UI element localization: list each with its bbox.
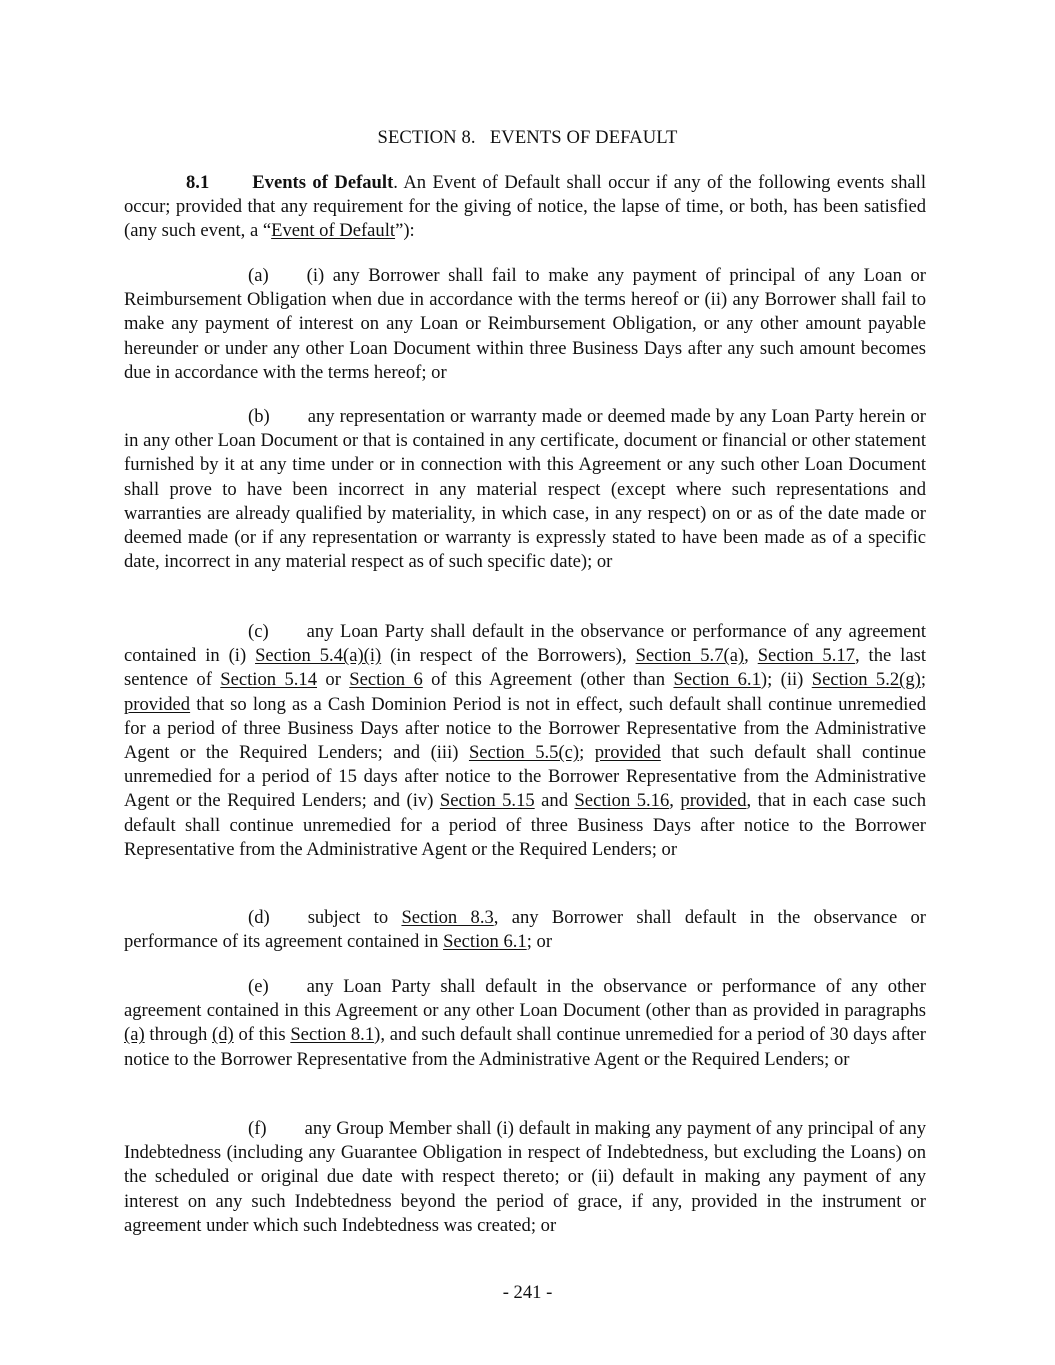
clause-b-label: (b)	[248, 406, 270, 427]
ref-section-8-1[interactable]: Section 8.1	[290, 1024, 375, 1046]
clause-c-text: ;	[579, 742, 595, 764]
ref-section-5-15[interactable]: Section 5.15	[439, 790, 535, 812]
clause-e-text: any Loan Party shall default in the observance or performance of any other agreement contained in this Agreement or any other Loan Document (other than as provided in paragraphs	[124, 976, 926, 1022]
clause-d-text: subject to	[307, 907, 402, 928]
ref-section-5-2-g[interactable]: Section 5.2(g)	[811, 669, 921, 691]
defined-term-link[interactable]: Event of Default	[271, 220, 396, 242]
ref-section-5-7-a[interactable]: Section 5.7(a)	[635, 645, 745, 667]
page-number: - 241 -	[502, 1282, 553, 1303]
clause-c-text: (in respect of the Borrowers),	[381, 645, 636, 667]
ref-section-5-16[interactable]: Section 5.16	[574, 790, 670, 812]
clause-c-paragraph	[124, 620, 926, 862]
clause-e-text: ), and such default shall continue unremedied for a period of 30 days after notice to the Borrower Representative from the Administrative Agent or the Required Lenders; or	[124, 1024, 926, 1070]
clause-c-text: ,	[669, 790, 681, 812]
clause-c-text: and	[534, 790, 575, 812]
ref-paragraph-a[interactable]: (a)	[124, 1024, 145, 1046]
ref-section-6-1[interactable]: Section 6.1	[443, 931, 527, 953]
section-8-1-paragraph	[124, 171, 926, 244]
clause-d-text: , any Borrower shall default in the observance or performance of its agreement contained in	[124, 907, 926, 953]
clause-e-text: through	[144, 1024, 213, 1046]
clause-e-paragraph	[124, 975, 926, 1072]
clause-c-text: ,	[744, 645, 758, 667]
clause-f-label: (f)	[248, 1118, 267, 1139]
clause-a-label: (a)	[248, 265, 269, 286]
ref-section-8-3[interactable]: Section 8.3	[401, 907, 494, 928]
clause-c-text: , the last sentence of	[124, 645, 926, 691]
clause-e-label: (e)	[248, 976, 269, 997]
section-number: 8.1	[186, 172, 210, 193]
ref-section-6[interactable]: Section 6	[349, 669, 423, 691]
ref-section-6-1[interactable]: Section 6.1	[673, 669, 761, 691]
clause-c-text: ); (ii)	[760, 669, 812, 691]
ref-section-5-17[interactable]: Section 5.17	[757, 645, 855, 667]
section-intro-end: ”):	[395, 220, 415, 242]
clause-e-text: of this	[233, 1024, 291, 1046]
ref-paragraph-d[interactable]: (d)	[212, 1024, 234, 1046]
clause-b-paragraph	[124, 405, 926, 574]
provided-term: provided	[594, 742, 661, 764]
clause-c-label: (c)	[248, 621, 269, 642]
clause-b-text: any representation or warranty made or deemed made by any Loan Party herein or in any other Loan Document or that is contained in any certificate, document or financial or other statement furnished by it at any time under or in connection with this Agreement or any such other Loan Document shall prove to have been incorrect in any material respect (except where such representations and warranties are already qualified by materiality, in which case, in any respect) on or as of the date made or deemed made (or if any representation or warranty is expressly stated to have been made as of a specific date, incorrect in any material respect as of such specific date); or	[124, 406, 926, 573]
section-intro: . An Event of Default shall occur if any of the following events shall occur; provided that any requirement for the giving of notice, the lapse of time, or both, has been satisfied (any such event, a “	[124, 172, 926, 242]
provided-term: provided	[680, 790, 747, 812]
clause-f-text: any Group Member shall (i) default in making any payment of any principal of any Indebtedness (including any Guarantee Obligation in respect of Indebtedness, but excluding the Loans) on the scheduled or original due date with respect thereto; or (ii) default in making any payment of any interest on any such Indebtedness beyond the period of grace, if any, provided in the instrument or agreement under which such Indebtedness was created; or	[124, 1118, 926, 1236]
clause-c-text: that so long as a Cash Dominion Period is not in effect, such default shall continue unremedied for a period of three Business Days after notice to the Borrower Representative from the Administrative Agent or the Required Lenders; and (iii)	[124, 693, 926, 764]
clause-c-text: or	[317, 669, 350, 691]
clause-c-text: any Loan Party shall default in the observance or performance of any agreement contained in (i)	[124, 621, 926, 667]
ref-section-5-4-a-i[interactable]: Section 5.4(a)(i)	[255, 645, 382, 667]
clause-d-text: ; or	[526, 931, 553, 953]
clause-d-label: (d)	[248, 907, 270, 928]
clause-c-text: that such default shall continue unremedied for a period of 15 days after notice to the Borrower Representative from the Administrative Agent or the Required Lenders; and (iv)	[124, 742, 926, 812]
clause-c-text: of this Agreement (other than	[422, 669, 674, 691]
section-title: Events of Default	[252, 172, 394, 193]
section-heading: SECTION 8. EVENTS OF DEFAULT	[377, 127, 678, 148]
clause-d-paragraph	[124, 906, 926, 954]
clause-f-paragraph	[124, 1117, 926, 1238]
ref-section-5-5-c[interactable]: Section 5.5(c)	[468, 742, 580, 764]
provided-term: provided	[124, 693, 191, 715]
ref-section-5-14[interactable]: Section 5.14	[220, 669, 318, 691]
clause-c-text: ;	[920, 669, 927, 691]
clause-c-text: , that in each case such default shall continue unremedied for a period of three Business Days after notice to the Borrower Representative from the Administrative Agent or the Required Lenders; or	[124, 790, 926, 860]
clause-a-paragraph	[124, 264, 926, 385]
clause-a-text: (i) any Borrower shall fail to make any payment of principal of any Loan or Reimbursement Obligation when due in accordance with the terms hereof or (ii) any Borrower shall fail to make any payment of interest on any Loan or Reimbursement Obligation, or any other amount payable hereunder or under any other Loan Document within three Business Days after any such amount becomes due in accordance with the terms hereof; or	[124, 265, 926, 383]
